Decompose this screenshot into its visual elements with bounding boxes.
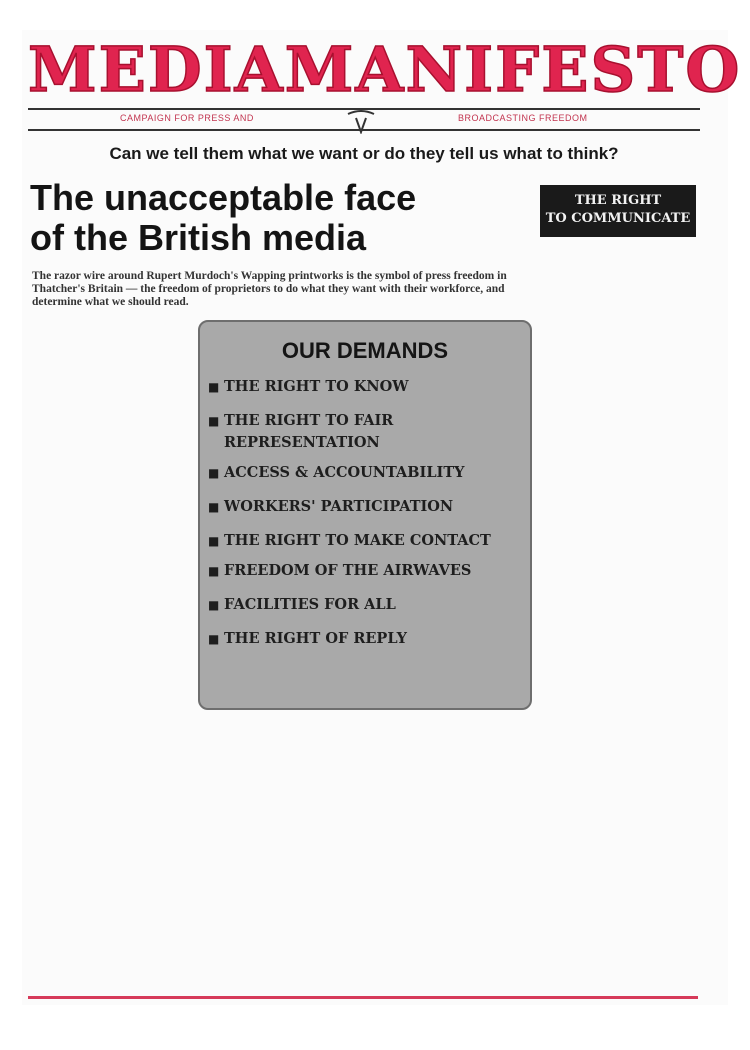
sidebar-heading	[540, 185, 696, 237]
demands-title: OUR DEMANDS	[281, 338, 449, 363]
demand-text: ACCESS & ACCOUNTABILITY	[224, 464, 465, 481]
headline-line-1: The unacceptable face	[30, 177, 417, 218]
bullet-icon: ■	[208, 466, 220, 480]
tagline: Can we tell them what we want or do they tell us what to think?	[109, 144, 619, 163]
demand-item	[208, 560, 526, 582]
subline-left: CAMPAIGN FOR PRESS AND	[120, 113, 254, 123]
pen-nib-icon	[346, 104, 376, 134]
demand-item	[208, 496, 526, 518]
bottom-rule	[28, 996, 698, 999]
demand-text: WORKERS' PARTICIPATION	[224, 498, 454, 515]
masthead-word-manifesto: MANIFESTO	[284, 33, 742, 106]
masthead-word-media: MEDIA	[28, 33, 285, 106]
body-column-left	[32, 322, 192, 994]
masthead	[28, 33, 742, 106]
bullet-icon: ■	[208, 414, 220, 428]
demand-item	[208, 376, 526, 398]
sidebar-heading-line-2: TO COMMUNICATE	[545, 211, 691, 226]
headline	[30, 178, 550, 258]
demand-item	[208, 594, 526, 616]
demand-text: FREEDOM OF THE AIRWAVES	[224, 562, 472, 579]
demand-text: THE RIGHT TO FAIR REPRESENTATION	[224, 412, 394, 451]
bullet-icon: ■	[208, 380, 220, 394]
headline-line-2: of the British media	[30, 217, 367, 258]
demand-item	[208, 410, 526, 454]
body-column-center	[200, 716, 360, 994]
bullet-icon: ■	[208, 564, 220, 578]
demand-item	[208, 628, 526, 650]
body-column-center-right	[370, 716, 530, 994]
demand-text: THE RIGHT OF REPLY	[224, 630, 407, 647]
body-column-right	[540, 244, 696, 994]
subline-right: BROADCASTING FREEDOM	[458, 113, 588, 123]
bullet-icon: ■	[208, 500, 220, 514]
bullet-icon: ■	[208, 598, 220, 612]
demand-text: THE RIGHT TO KNOW	[224, 378, 409, 395]
lede-paragraph: The razor wire around Rupert Murdoch's Wapping printworks is the symbol of press freedom in Thatcher's Britain — the freedom of proprietors to do what they want with their workforce, and determine what we should read.	[32, 270, 507, 308]
sidebar-heading-line-1: THE RIGHT	[574, 193, 662, 208]
demands-box	[198, 320, 532, 710]
demand-item	[208, 530, 526, 552]
demand-text: THE RIGHT TO MAKE CONTACT	[224, 532, 491, 549]
bullet-icon: ■	[208, 534, 220, 548]
demand-text: FACILITIES FOR ALL	[224, 596, 396, 613]
demand-item	[208, 462, 526, 484]
demands-list	[208, 376, 526, 662]
bullet-icon: ■	[208, 632, 220, 646]
